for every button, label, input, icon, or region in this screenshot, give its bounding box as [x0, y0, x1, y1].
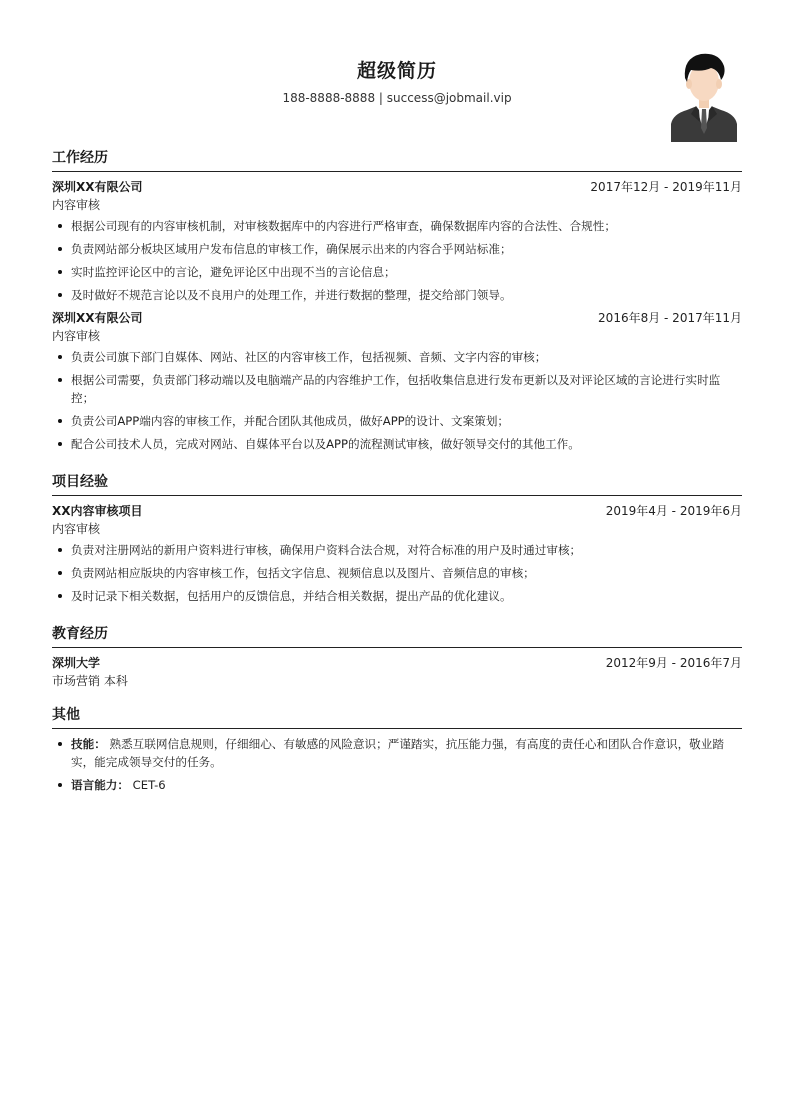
entry-header — [52, 654, 742, 672]
candidate-name: 超级简历 — [356, 60, 437, 82]
list-item — [52, 735, 742, 771]
entry-organization: 深圳大学 — [52, 656, 101, 670]
entry-organization: 深圳XX有限公司 — [52, 311, 143, 325]
other-item-label: 语言能力： — [71, 778, 129, 792]
entry-bullets — [52, 348, 742, 453]
list-item: 配合公司技术人员，完成对网站、自媒体平台以及APP的流程测试审核，做好领导交付的其他工作。 — [52, 435, 742, 453]
list-item: 根据公司现有的内容审核机制，对审核数据库中的内容进行严格审查，确保数据库内容的合法性、合规性； — [52, 217, 742, 235]
education-entry — [52, 654, 742, 691]
entry-date: 2016年8月 - 2017年11月 — [598, 311, 742, 325]
list-item: 负责公司旗下部门自媒体、网站、社区的内容审核工作，包括视频、音频、文字内容的审核； — [52, 348, 742, 366]
entry-role: 内容审核 — [52, 522, 101, 536]
entry-role: 内容审核 — [52, 329, 101, 343]
project-experience-section — [52, 474, 742, 605]
other-item-text: 熟悉互联网信息规则，仔细细心、有敏感的风险意识；严谨踏实，抗压能力强，有高度的责任心和团队合作意识，敬业踏实，能完成领导交付的任务。 — [71, 737, 724, 769]
entry-bullets — [52, 217, 742, 304]
resume-page — [52, 0, 742, 799]
entry-date: 2017年12月 - 2019年11月 — [590, 180, 742, 194]
list-item: 负责对注册网站的新用户资料进行审核，确保用户资料合法合规，对符合标准的用户及时通过审核； — [52, 541, 742, 559]
list-item: 根据公司需要，负责部门移动端以及电脑端产品的内容维护工作，包括收集信息进行发布更新以及对评论区域的言论进行实时监控； — [52, 371, 742, 407]
section-title-work: 工作经历 — [52, 150, 742, 172]
entry-organization: 深圳XX有限公司 — [52, 180, 143, 194]
other-item-label: 技能： — [71, 737, 106, 751]
entry-role: 市场营销 本科 — [52, 674, 128, 688]
list-item: 及时记录下相关数据，包括用户的反馈信息，并结合相关数据，提出产品的优化建议。 — [52, 587, 742, 605]
list-item: 及时做好不规范言论以及不良用户的处理工作，并进行数据的整理，提交给部门领导。 — [52, 286, 742, 304]
entry-bullets — [52, 541, 742, 605]
entry-header — [52, 178, 742, 196]
other-section — [52, 707, 742, 794]
resume-header — [52, 0, 742, 146]
entry-header — [52, 309, 742, 327]
work-entry — [52, 309, 742, 453]
section-title-other: 其他 — [52, 707, 742, 729]
entry-role: 内容审核 — [52, 198, 101, 212]
entry-organization: XX内容审核项目 — [52, 504, 143, 518]
entry-date: 2012年9月 - 2016年7月 — [605, 656, 742, 670]
section-title-education: 教育经历 — [52, 626, 742, 648]
work-experience-section — [52, 150, 742, 453]
list-item — [52, 776, 742, 794]
list-item: 实时监控评论区中的言论，避免评论区中出现不当的言论信息； — [52, 263, 742, 281]
work-entry — [52, 178, 742, 304]
section-title-project: 项目经验 — [52, 474, 742, 496]
project-entry — [52, 502, 742, 605]
avatar-icon — [669, 48, 739, 142]
list-item: 负责网站部分板块区域用户发布信息的审核工作，确保展示出来的内容合乎网站标准； — [52, 240, 742, 258]
other-item-text: CET-6 — [132, 778, 166, 792]
other-bullets — [52, 735, 742, 794]
list-item: 负责网站相应版块的内容审核工作，包括文字信息、视频信息以及图片、音频信息的审核； — [52, 564, 742, 582]
entry-header — [52, 502, 742, 520]
entry-date: 2019年4月 - 2019年6月 — [605, 504, 742, 518]
list-item: 负责公司APP端内容的审核工作，并配合团队其他成员，做好APP的设计、文案策划； — [52, 412, 742, 430]
education-section — [52, 626, 742, 691]
contact-info: 188-8888-8888 | success@jobmail.vip — [282, 91, 512, 105]
